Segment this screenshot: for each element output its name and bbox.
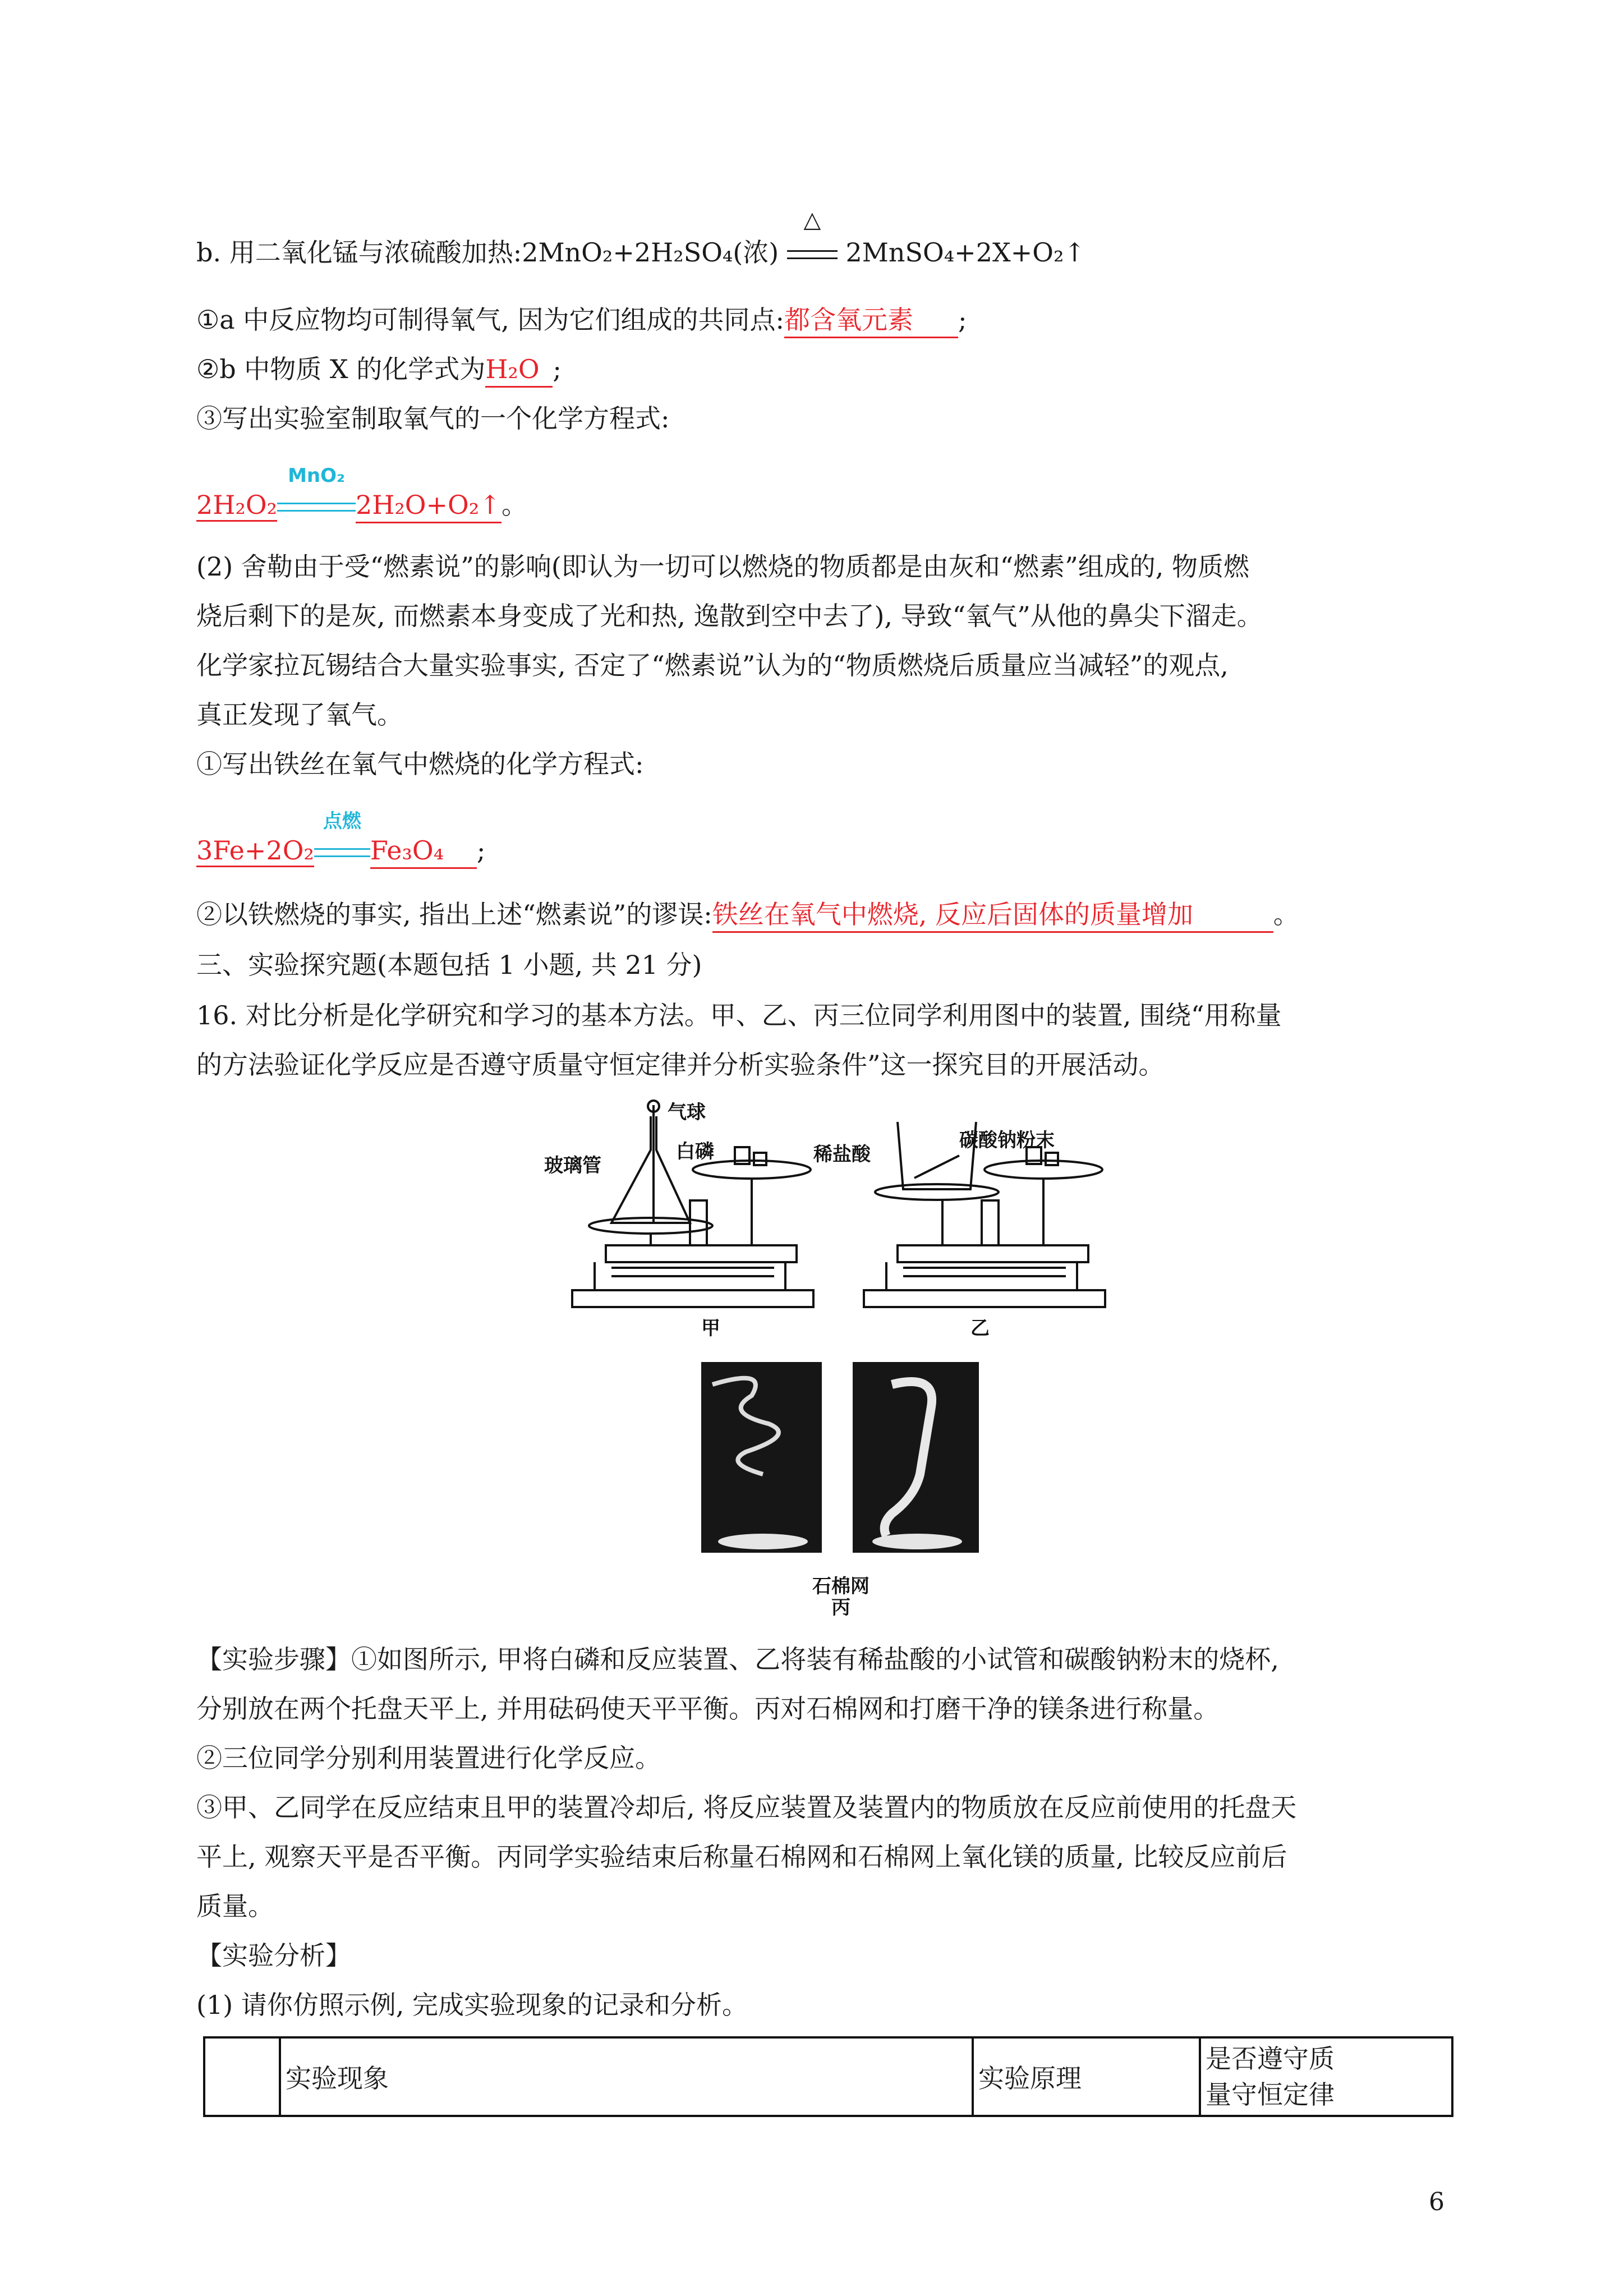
balance-jia xyxy=(572,1101,813,1307)
question-1-suffix: ; xyxy=(958,305,967,335)
steps-line-1: 【实验步骤】①如图所示, 甲将白磷和反应装置、乙将装有稀盐酸的小试管和碳酸钠粉末的烧杯, xyxy=(196,1644,1279,1674)
question-16-line-1: 16. 对比分析是化学研究和学习的基本方法。甲、乙、丙三位同学利用图中的装置, 围绕“用称量 xyxy=(196,1000,1282,1030)
mg-coil-image xyxy=(701,1362,822,1553)
equation-2-right: Fe₃O₄ xyxy=(370,834,477,869)
observation-table xyxy=(203,2036,1453,2117)
section-3-heading: 三、实验探究题(本题包括 1 小题, 共 21 分) xyxy=(196,950,702,980)
answer-1: 都含氧元素 xyxy=(784,303,958,338)
catalyst-label: MnO₂ xyxy=(288,464,345,487)
equation-1 xyxy=(196,464,527,523)
label-yi: 乙 xyxy=(970,1317,990,1340)
question-1 xyxy=(196,303,967,338)
question-3-text: ③写出实验室制取氧气的一个化学方程式: xyxy=(196,403,670,434)
answer-5: 铁丝在氧气中燃烧, 反应后固体的质量增加 xyxy=(712,898,1273,933)
equals-sign xyxy=(277,503,356,512)
equals-sign xyxy=(787,250,838,259)
para-2-line-1: (2) 舍勒由于受“燃素说”的影响(即认为一切可以燃烧的物质都是由灰和“燃素”组成的, 物质燃 xyxy=(196,551,1250,582)
steps-line-2: 分别放在两个托盘天平上, 并用砝码使天平平衡。丙对石棉网和打磨干净的镁条进行称量。 xyxy=(196,1694,1220,1724)
analysis-heading: 【实验分析】 xyxy=(196,1940,351,1971)
question-2 xyxy=(196,352,562,388)
equation-2-left: 3Fe+2O₂ xyxy=(196,835,314,867)
question-3 xyxy=(196,402,670,435)
question-5-text: ②以铁燃烧的事实, 指出上述“燃素说”的谬误: xyxy=(196,899,712,930)
question-4: ①写出铁丝在氧气中燃烧的化学方程式: xyxy=(196,749,644,779)
header-line-1: 是否遵守质 xyxy=(1206,2044,1335,2074)
photo-after xyxy=(853,1362,979,1553)
label-asbestos: 石棉网 xyxy=(812,1575,869,1598)
steps-line-3: ②三位同学分别利用装置进行化学反应。 xyxy=(196,1743,661,1773)
label-white-phosphorus: 白磷 xyxy=(676,1140,714,1163)
table-header-cell xyxy=(1200,2037,1452,2116)
steps-line-4: ③甲、乙同学在反应结束且甲的装置冷却后, 将反应装置及装置内的物质放在反应前使用的托盘天 xyxy=(196,1792,1297,1823)
question-5-suffix: 。 xyxy=(1273,899,1299,930)
equation-2 xyxy=(196,810,486,869)
para-2-line-4: 真正发现了氧气。 xyxy=(196,700,403,730)
para-2-line-3: 化学家拉瓦锡结合大量实验事实, 否定了“燃素说”认为的“物质燃烧后质量应当减轻”的观点, xyxy=(196,650,1229,680)
reaction-b-line xyxy=(196,207,1085,269)
mg-burnt-image xyxy=(853,1362,979,1553)
label-glass-tube: 玻璃管 xyxy=(544,1154,601,1177)
equation-2-end: ; xyxy=(476,835,486,866)
question-1-text: ①a 中反应物均可制得氧气, 因为它们组成的共同点: xyxy=(196,305,785,335)
ignition-condition xyxy=(314,810,370,867)
answer-2: H₂O xyxy=(485,352,553,388)
table-header-cell: 实验原理 xyxy=(973,2037,1200,2116)
equals-sign xyxy=(314,848,370,857)
label-balloon: 气球 xyxy=(668,1101,706,1124)
label-na2co3: 碳酸钠粉末 xyxy=(959,1129,1055,1152)
reaction-b-text: b. 用二氧化锰与浓硫酸加热:2MnO₂+2H₂SO₄(浓) xyxy=(196,237,779,268)
photo-before xyxy=(701,1362,822,1553)
ignition-label: 点燃 xyxy=(323,810,361,832)
header-line-2: 量守恒定律 xyxy=(1206,2079,1335,2110)
question-2-suffix: ; xyxy=(553,354,562,384)
question-2-text: ②b 中物质 X 的化学式为 xyxy=(196,354,486,384)
table-header-cell xyxy=(204,2037,280,2116)
steps-line-6: 质量。 xyxy=(196,1891,274,1921)
flask-shape xyxy=(611,1116,690,1223)
steps-line-5: 平上, 观察天平是否平衡。丙同学实验结束后称量石棉网和石棉网上氧化镁的质量, 比较反应前后 xyxy=(196,1842,1287,1872)
question-5 xyxy=(196,898,1299,933)
question-16-line-2: 的方法验证化学反应是否遵守质量守恒定律并分析实验条件”这一探究目的开展活动。 xyxy=(196,1050,1165,1080)
table-header-row xyxy=(204,2037,1452,2116)
equation-1-right: 2H₂O+O₂↑ xyxy=(356,488,502,523)
table-header-cell: 实验现象 xyxy=(280,2037,973,2116)
page-number: 6 xyxy=(1429,2188,1444,2216)
heat-condition xyxy=(787,207,838,269)
equation-1-end: 。 xyxy=(501,490,527,520)
label-bing: 丙 xyxy=(831,1596,850,1619)
label-hcl: 稀盐酸 xyxy=(813,1143,871,1166)
catalyst-condition xyxy=(277,464,356,522)
equation-1-left: 2H₂O₂ xyxy=(196,490,277,522)
analysis-question-1: (1) 请你仿照示例, 完成实验现象的记录和分析。 xyxy=(196,1990,748,2020)
reaction-b-products: 2MnSO₄+2X+O₂↑ xyxy=(845,237,1085,268)
label-jia: 甲 xyxy=(701,1317,720,1340)
para-2-line-2: 烧后剩下的是灰, 而燃素本身变成了光和热, 逸散到空中去了), 导致“氧气”从他的鼻尖下溜走。 xyxy=(196,601,1263,631)
heat-symbol: △ xyxy=(803,207,821,233)
